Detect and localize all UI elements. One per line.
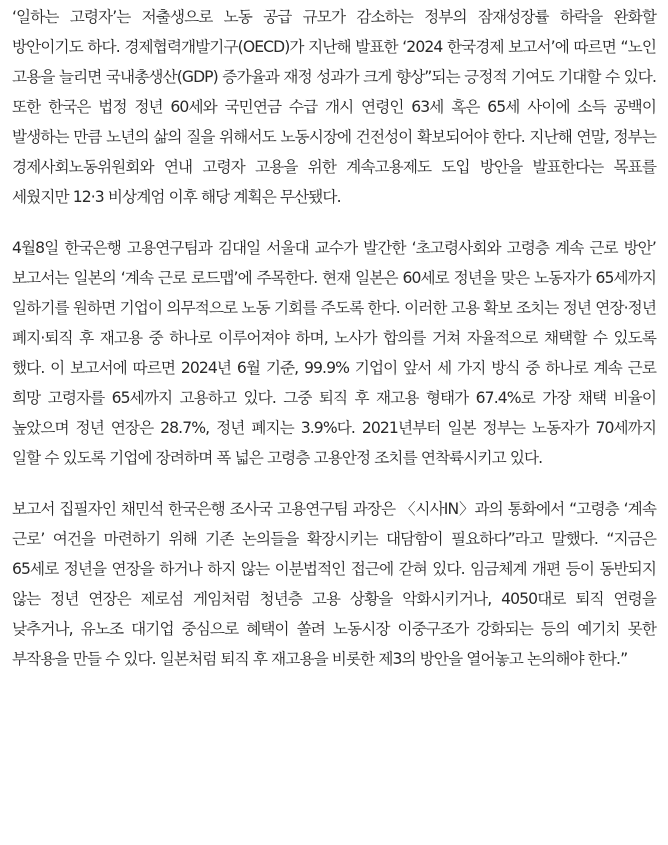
paragraph-interview-quote: 보고서 집필자인 채민석 한국은행 조사국 고용연구팀 과장은 〈시사IN〉과의 통화에서 “고령층 ‘계속 근로’ 여건을 마련하기 위해 기존 논의들을 확장시키는 대담함이 필요하다”라고 말했다. “지금은 65세로 정년을 연장을 하거나 하지 않는 이분법적인 접근에 갇혀 있다. 임금체계 개편 등이 동반되지 않는 정년 연장은 제로섬 게임처럼 청년층 고용 상황을 악화시키거나, 4050대로 퇴직 연령을 낮추거나, 유노조 대기업 중심으로 혜택이 쏠려 노동시장 이중구조가 강화되는 등의 예기치 못한 부작용을 만들 수 있다. 일본처럼 퇴직 후 재고용을 비롯한 제3의 방안을 열어놓고 논의해야 한다.” [12,500,656,668]
paragraph-japan-roadmap: 4월8일 한국은행 고용연구팀과 김대일 서울대 교수가 발간한 ‘초고령사회와 고령층 계속 근로 방안’ 보고서는 일본의 ‘계속 근로 로드맵’에 주목한다. 현재 일본은 60세로 정년을 맞은 노동자가 65세까지 일하기를 원하면 기업이 의무적으로 노동 기회를 주도록 한다. 이러한 고용 확보 조치는 정년 연장·정년 폐지·퇴직 후 재고용 중 하나로 이루어져야 하며, 노사가 합의를 거쳐 자율적으로 채택할 수 있도록 했다. 이 보고서에 따르면 2024년 6월 기준, 99.9% 기업이 앞서 세 가지 방식 중 하나로 계속 근로 희망 고령자를 65세까지 고용하고 있다. 그중 퇴직 후 재고용 형태가 67.4%로 가장 채택 비율이 높았으며 정년 연장은 28.7%, 정년 폐지는 3.9%다. 2021년부터 일본 정부는 노동자가 70세까지 일할 수 있도록 기업에 장려하며 폭 넓은 고령층 고용안정 조치를 연착륙시키고 있다. [12,239,656,467]
paragraph-elderly-workers: ‘일하는 고령자’는 저출생으로 노동 공급 규모가 감소하는 정부의 잠재성장률 하락을 완화할 방안이기도 하다. 경제협력개발기구(OECD)가 지난해 발표한 ‘2024 한국경제 보고서’에 따르면 “노인 고용을 늘리면 국내총생산(GDP) 증가율과 재정 성과가 크게 향상”되는 긍정적 기여도 기대할 수 있다. 또한 한국은 법정 정년 60세와 국민연금 수급 개시 연령인 63세 혹은 65세 사이에 소득 공백이 발생하는 만큼 노년의 삶의 질을 위해서도 노동시장에 건전성이 확보되어야 한다. 지난해 연말, 정부는 경제사회노동위원회와 연내 고령자 고용을 위한 계속고용제도 도입 방안을 발표한다는 목표를 세웠지만 12·3 비상계엄 이후 해당 계획은 무산됐다. [12,8,656,206]
